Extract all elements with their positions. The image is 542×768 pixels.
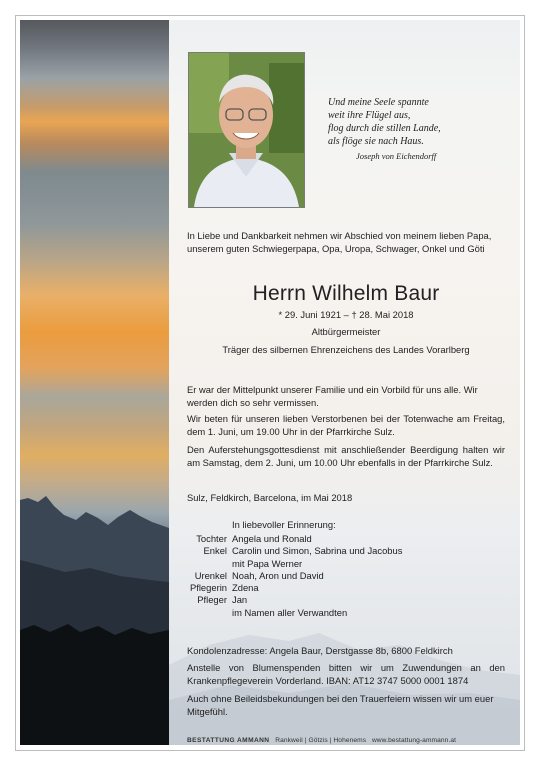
- brand-name: BESTATTUNG: [187, 737, 236, 744]
- donation-text: Anstelle von Blumenspenden bitten wir um Zuwendungen an den Krankenpflegeverein Vorderland. IBAN: AT12 3747 5000 0001 1874: [187, 662, 505, 686]
- poem-line: als flöge sie nach Haus.: [328, 136, 424, 147]
- sunset-sky-image: [20, 20, 169, 745]
- family-names: Zdena: [232, 582, 259, 594]
- poem-line: weit ihre Flügel aus,: [328, 110, 411, 121]
- poem: [328, 96, 488, 163]
- family-names: Angela und Ronald: [232, 533, 312, 544]
- relation: Pflegerin: [189, 582, 227, 594]
- family-names: Carolin und Simon, Sabrina und Jacobus: [232, 545, 403, 557]
- family-list: [187, 533, 505, 619]
- family-row: [187, 558, 505, 570]
- life-dates: * 29. Juni 1921 – † 28. Mai 2018: [278, 309, 414, 320]
- memory-header: In liebevoller Erinnerung:: [232, 519, 336, 530]
- deceased-title: Altbürgermeister: [311, 326, 381, 337]
- paragraph-wake: Wir beten für unseren lieben Verstorbenen bei der Totenwache am Freitag, dem 1. Juni, um 19.00 Uhr in der Pfarrkirche Sulz.: [187, 413, 505, 437]
- family-row: [187, 545, 505, 557]
- family-row: [187, 607, 505, 619]
- intro-text: In Liebe und Dankbarkeit nehmen wir Abschied von meinem lieben Papa, unserem guten Schwiegerpapa, Opa, Uropa, Schwager, Onkel und Göti: [187, 230, 492, 254]
- footer-website[interactable]: www.bestattung-ammann.at: [371, 737, 457, 744]
- family-names: Jan: [232, 594, 248, 606]
- closing-text: Auch ohne Beileidsbekundungen bei den Trauerfeiern wissen wir um euer Mitgefühl.: [187, 693, 494, 717]
- poem-author: Joseph von Eichendorff: [356, 151, 437, 161]
- relation: Urenkel: [194, 569, 227, 581]
- family-names: Noah, Aron und David: [232, 569, 324, 581]
- family-names: im Namen aller Verwandten: [232, 606, 348, 618]
- family-row: [187, 594, 505, 606]
- poem-line: flog durch die stillen Lande,: [328, 123, 441, 134]
- paragraph-family: Er war der Mittelpunkt unserer Familie und ein Vorbild für uns alle. Wir werden dich so sehr vermissen.: [187, 384, 478, 408]
- family-names: mit Papa Werner: [232, 557, 303, 569]
- paragraph-funeral: Den Auferstehungsgottesdienst mit anschließender Beerdigung halten wir am Samstag, dem 2. Juni, um 10.00 Uhr ebenfalls in der Pfarrkirche Sulz.: [187, 444, 505, 468]
- place-date: Sulz, Feldkirch, Barcelona, im Mai 2018: [187, 492, 353, 503]
- relation: Enkel: [203, 545, 227, 557]
- relation: Tochter: [196, 533, 227, 544]
- poem-line: Und meine Seele spannte: [328, 97, 429, 108]
- honor-text: Träger des silbernen Ehrenzeichens des Landes Vorarlberg: [222, 344, 470, 355]
- brand-name-second: AMMANN: [237, 737, 270, 744]
- portrait-photo: [188, 52, 305, 208]
- footer: [187, 737, 507, 744]
- condolence-address: Kondolenzadresse: Angela Baur, Derstgasse 8b, 6800 Feldkirch: [187, 645, 453, 656]
- family-row: [187, 533, 505, 545]
- family-row: [187, 570, 505, 582]
- relation: [187, 607, 232, 619]
- footer-locations: Rankweil | Götzis | Hohenems: [275, 737, 367, 744]
- relation: [187, 558, 232, 570]
- deceased-name: Herrn Wilhelm Baur: [252, 282, 440, 305]
- relation: Pfleger: [197, 594, 227, 606]
- family-row: [187, 582, 505, 594]
